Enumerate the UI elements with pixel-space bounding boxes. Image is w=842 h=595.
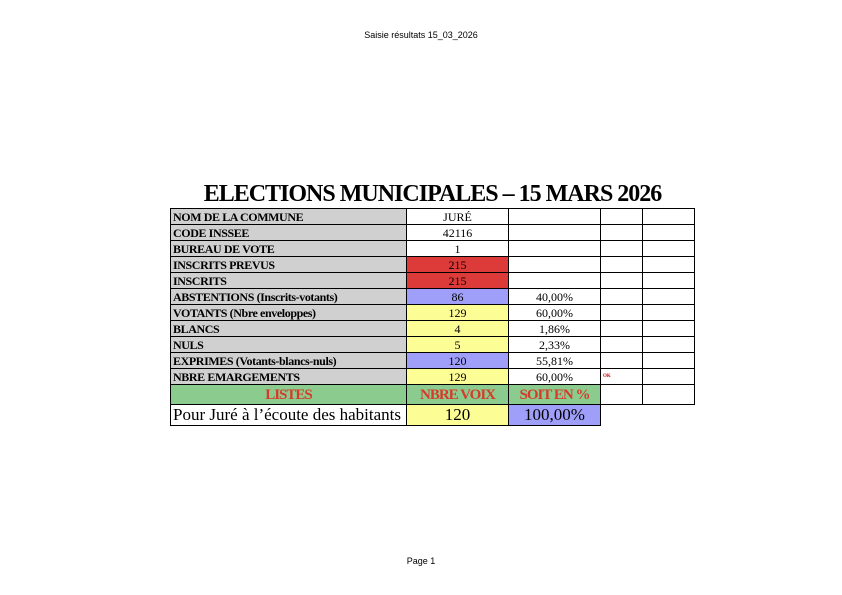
list-votes: 120 — [407, 405, 509, 426]
row-label: INSCRITS — [171, 273, 407, 289]
votes-header: NBRE VOIX — [407, 385, 509, 405]
empty-cell — [601, 257, 643, 273]
list-name: Pour Juré à l’écoute des habitants — [171, 405, 407, 426]
empty-cell — [601, 289, 643, 305]
row-label: VOTANTS (Nbre enveloppes) — [171, 305, 407, 321]
empty-cell — [601, 225, 643, 241]
row-percent: 55,81% — [509, 353, 601, 369]
page-footer: Page 1 — [406, 556, 436, 566]
table-row — [171, 369, 695, 385]
ok-note: OK — [603, 373, 611, 379]
table-row — [171, 305, 695, 321]
results-header-row — [171, 385, 695, 405]
empty-cell — [643, 273, 695, 289]
row-label: NOM DE LA COMMUNE — [171, 209, 407, 225]
empty-cell — [601, 337, 643, 353]
row-percent — [509, 225, 601, 241]
row-label: INSCRITS PREVUS — [171, 257, 407, 273]
table-row — [171, 241, 695, 257]
empty-cell — [643, 353, 695, 369]
listes-header: LISTES — [171, 385, 407, 405]
row-value: 120 — [407, 353, 509, 369]
row-percent — [509, 273, 601, 289]
table-row — [171, 337, 695, 353]
row-label: BUREAU DE VOTE — [171, 241, 407, 257]
row-percent: 1,86% — [509, 321, 601, 337]
row-value: 42116 — [407, 225, 509, 241]
row-value: 129 — [407, 369, 509, 385]
empty-cell — [601, 273, 643, 289]
row-percent — [509, 209, 601, 225]
row-percent: 2,33% — [509, 337, 601, 353]
empty-cell — [601, 405, 643, 426]
empty-cell — [643, 241, 695, 257]
row-label: BLANCS — [171, 321, 407, 337]
row-value: 215 — [407, 273, 509, 289]
empty-cell — [643, 369, 695, 385]
row-percent: 60,00% — [509, 369, 601, 385]
empty-cell — [601, 385, 643, 405]
result-row — [171, 405, 695, 426]
row-label: CODE INSSEE — [171, 225, 407, 241]
results-table — [170, 208, 695, 426]
row-percent — [509, 257, 601, 273]
row-percent: 40,00% — [509, 289, 601, 305]
table-row — [171, 257, 695, 273]
row-value: 1 — [407, 241, 509, 257]
row-value: 4 — [407, 321, 509, 337]
empty-cell — [601, 305, 643, 321]
table-row — [171, 273, 695, 289]
table-row — [171, 209, 695, 225]
table-row — [171, 289, 695, 305]
empty-cell — [601, 209, 643, 225]
table-row — [171, 353, 695, 369]
table-row — [171, 225, 695, 241]
empty-cell — [643, 209, 695, 225]
empty-cell — [601, 321, 643, 337]
ok-cell — [601, 369, 643, 385]
empty-cell — [643, 257, 695, 273]
percent-header: SOIT EN % — [509, 385, 601, 405]
row-value: 215 — [407, 257, 509, 273]
empty-cell — [643, 385, 695, 405]
row-value: 5 — [407, 337, 509, 353]
row-value: JURÉ — [407, 209, 509, 225]
row-percent — [509, 241, 601, 257]
empty-cell — [601, 241, 643, 257]
row-percent: 60,00% — [509, 305, 601, 321]
row-label: NBRE EMARGEMENTS — [171, 369, 407, 385]
row-value: 129 — [407, 305, 509, 321]
empty-cell — [601, 353, 643, 369]
list-percent: 100,00% — [509, 405, 601, 426]
table-row — [171, 321, 695, 337]
row-value: 86 — [407, 289, 509, 305]
document-title: ELECTIONS MUNICIPALES – 15 MARS 2026 — [203, 181, 662, 207]
empty-cell — [643, 289, 695, 305]
empty-cell — [643, 405, 695, 426]
row-label: EXPRIMES (Votants-blancs-nuls) — [171, 353, 407, 369]
row-label: NULS — [171, 337, 407, 353]
row-label: ABSTENTIONS (Inscrits-votants) — [171, 289, 407, 305]
empty-cell — [643, 337, 695, 353]
empty-cell — [643, 305, 695, 321]
empty-cell — [643, 225, 695, 241]
empty-cell — [643, 321, 695, 337]
page-header: Saisie résultats 15_03_2026 — [364, 30, 478, 40]
